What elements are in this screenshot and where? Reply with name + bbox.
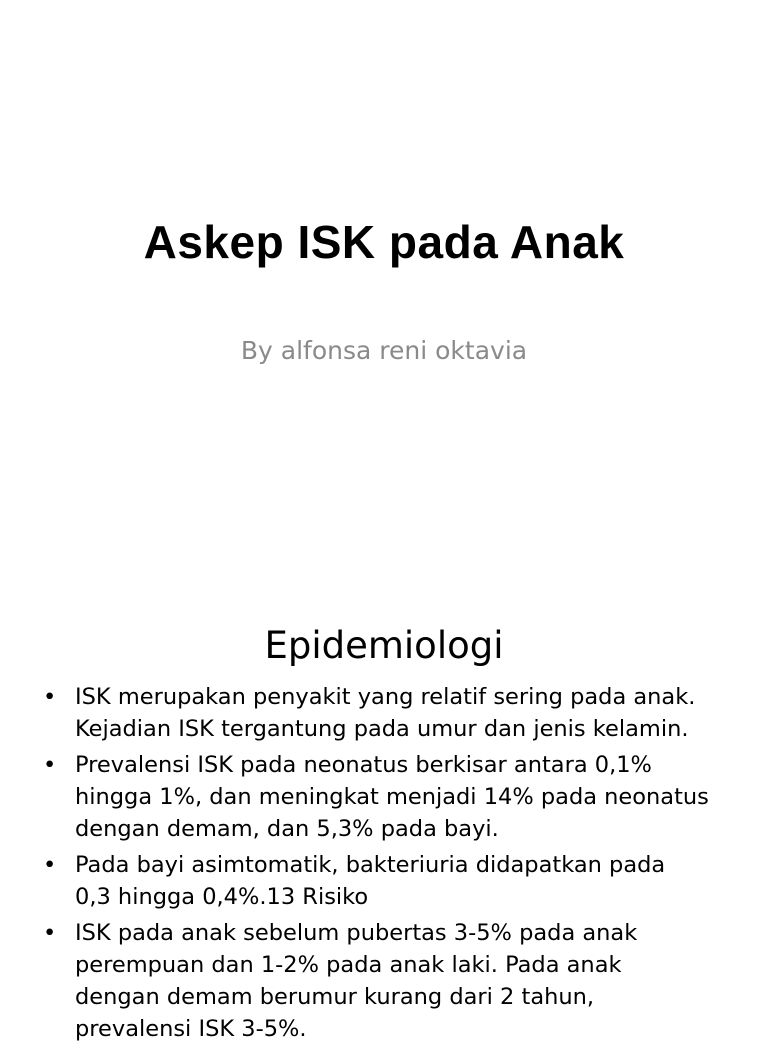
presentation-title: Askep ISK pada Anak	[143, 216, 625, 268]
bullet-item	[40, 681, 740, 745]
bullet-item	[40, 917, 740, 1045]
bullet-text-line: hingga 1%, dan meningkat menjadi 14% pada neonatus	[75, 784, 709, 810]
bullet-text-line: Prevalensi ISK pada neonatus berkisar antara 0,1%	[75, 752, 652, 778]
bullet-point-icon: •	[43, 684, 57, 710]
bullet-list	[40, 681, 740, 1049]
bullet-text-line: ISK merupakan penyakit yang relatif sering pada anak.	[75, 684, 696, 710]
bullet-text-line: dengan demam berumur kurang dari 2 tahun,	[75, 984, 595, 1010]
bullet-text-line: prevalensi ISK 3-5%.	[75, 1016, 307, 1042]
presentation-author: By alfonsa reni oktavia	[240, 336, 528, 365]
bullet-item	[40, 749, 740, 845]
bullet-item	[40, 849, 740, 913]
bullet-point-icon: •	[43, 752, 57, 778]
bullet-text-line: dengan demam, dan 5,3% pada bayi.	[75, 816, 499, 842]
bullet-text-line: perempuan dan 1-2% pada anak laki. Pada anak	[75, 952, 622, 978]
bullet-text-line: ISK pada anak sebelum pubertas 3-5% pada anak	[75, 920, 638, 946]
content-slide-epidemiologi	[0, 576, 768, 1042]
bullet-point-icon: •	[43, 852, 57, 878]
slide-heading: Epidemiologi	[264, 624, 504, 667]
bullet-text-line: 0,3 hingga 0,4%.13 Risiko	[75, 884, 369, 910]
bullet-text-line: Kejadian ISK tergantung pada umur dan jenis kelamin.	[75, 716, 689, 742]
bullet-text-line: Pada bayi asimtomatik, bakteriuria didapatkan pada	[75, 852, 666, 878]
bullet-point-icon: •	[43, 920, 57, 946]
